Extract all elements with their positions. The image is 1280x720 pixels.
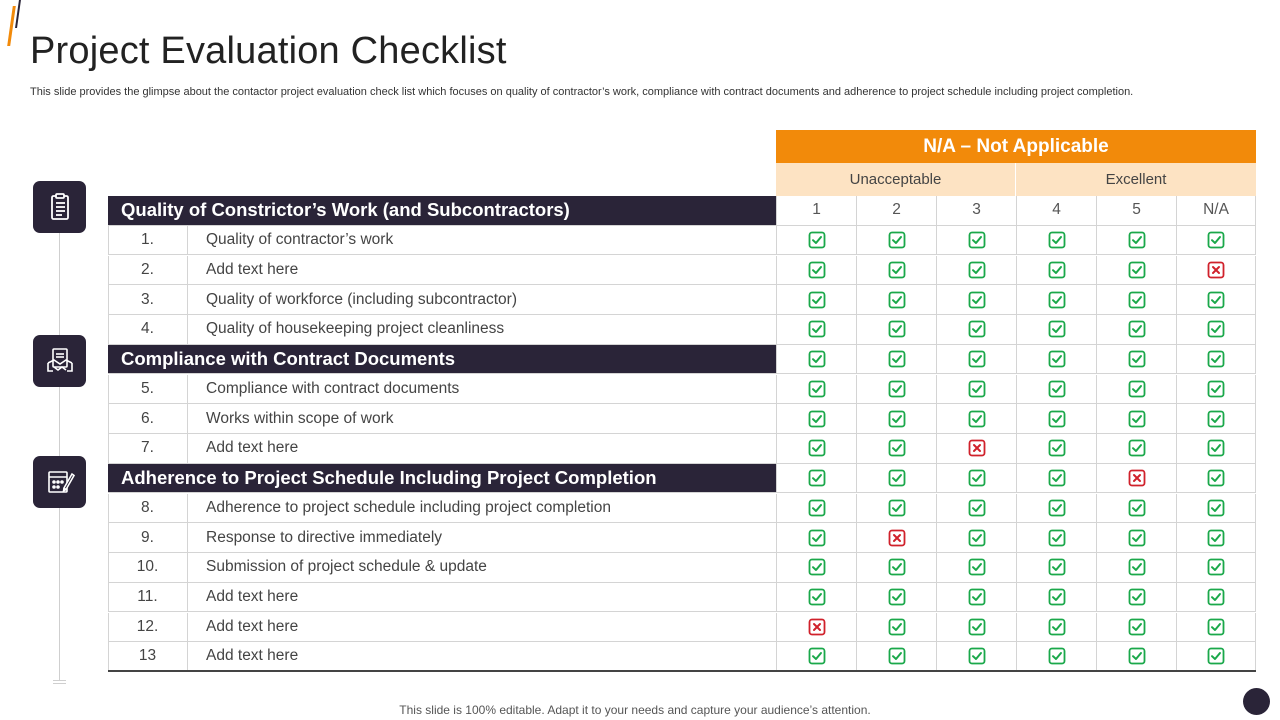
item-number: 13 (108, 642, 188, 670)
rating-cell (936, 553, 1016, 582)
checkbox-checked-icon (888, 469, 906, 487)
rating-cell (856, 345, 936, 374)
timeline-line (59, 205, 60, 680)
checkbox-checked-icon (808, 439, 826, 457)
checkbox-checked-icon (1207, 588, 1225, 606)
rating-cell (1096, 494, 1176, 523)
item-label: Add text here (206, 647, 299, 665)
checkbox-checked-icon (1048, 350, 1066, 368)
item-number: 6. (108, 404, 188, 433)
checkbox-checked-icon (1128, 261, 1146, 279)
checkbox-checked-icon (1048, 529, 1066, 547)
checkbox-checked-icon (1048, 261, 1066, 279)
checkbox-checked-icon (1048, 291, 1066, 309)
item-number: 10. (108, 553, 188, 582)
rating-cell (776, 285, 856, 314)
checkbox-checked-icon (1207, 291, 1225, 309)
rating-cell (936, 256, 1016, 285)
rating-cell (1176, 553, 1256, 582)
rating-cell (776, 494, 856, 523)
checkbox-checked-icon (808, 291, 826, 309)
rating-cell (1096, 434, 1176, 463)
checkbox-checked-icon (1207, 439, 1225, 457)
accent-bar-dark (15, 0, 21, 28)
checkbox-checked-icon (1128, 618, 1146, 636)
checkbox-checked-icon (888, 618, 906, 636)
checkbox-crossed-icon (1207, 261, 1225, 279)
checkbox-checked-icon (808, 588, 826, 606)
timeline-end-mark (53, 680, 66, 681)
item-number: 8. (108, 494, 188, 523)
rating-cell (936, 285, 1016, 314)
rating-column-header (1176, 196, 1256, 225)
checkbox-checked-icon (1048, 469, 1066, 487)
rating-cell (1016, 404, 1096, 433)
rating-cell (1096, 375, 1176, 404)
checkbox-crossed-icon (1128, 469, 1146, 487)
checkbox-checked-icon (1207, 320, 1225, 338)
rating-cell (776, 613, 856, 642)
rating-cell (1096, 613, 1176, 642)
rating-cell (1016, 315, 1096, 344)
checkbox-checked-icon (808, 529, 826, 547)
item-number: 12. (108, 613, 188, 642)
section-header-row (108, 464, 1256, 494)
rating-cell (1096, 464, 1176, 493)
table-row (108, 553, 1256, 583)
rating-cell (1016, 464, 1096, 493)
rating-cell (776, 226, 856, 255)
rating-cell (936, 345, 1016, 374)
checkbox-checked-icon (1207, 647, 1225, 665)
rating-cell (1176, 375, 1256, 404)
rating-cell (1016, 613, 1096, 642)
checkbox-checked-icon (1128, 439, 1146, 457)
table-row (108, 404, 1256, 434)
rating-cell (856, 285, 936, 314)
checkbox-checked-icon (808, 380, 826, 398)
table-row (108, 375, 1256, 405)
checkbox-checked-icon (968, 380, 986, 398)
checkbox-checked-icon (888, 439, 906, 457)
rating-cell (1176, 583, 1256, 612)
checkbox-checked-icon (1128, 647, 1146, 665)
na-header: N/A – Not Applicable (776, 130, 1256, 163)
rating-column-number: 3 (972, 201, 981, 219)
item-label: Add text here (206, 439, 299, 457)
section-header-row (108, 345, 1256, 375)
rating-cell (936, 613, 1016, 642)
checkbox-checked-icon (968, 618, 986, 636)
checkbox-checked-icon (888, 499, 906, 517)
group-header-excellent: Excellent (1016, 163, 1256, 196)
rating-cell (776, 315, 856, 344)
section-title: Compliance with Contract Documents (108, 345, 776, 374)
item-label: Add text here (206, 260, 299, 278)
item-number: 11. (108, 583, 188, 612)
item-label: Quality of housekeeping project cleanliness (206, 320, 505, 338)
checkbox-checked-icon (808, 499, 826, 517)
footer-note: This slide is 100% editable. Adapt it to your needs and capture your audience’s attention. (399, 703, 871, 717)
item-label: Add text here (206, 588, 299, 606)
table-row (108, 256, 1256, 286)
checkbox-checked-icon (1048, 499, 1066, 517)
checkbox-checked-icon (1048, 231, 1066, 249)
rating-cell (936, 375, 1016, 404)
checkbox-checked-icon (968, 588, 986, 606)
rating-cell (856, 434, 936, 463)
rating-cell (1016, 256, 1096, 285)
rating-cell (1096, 345, 1176, 374)
rating-cell (1096, 553, 1176, 582)
rating-cell (1176, 226, 1256, 255)
checkbox-checked-icon (1048, 439, 1066, 457)
section-title: Adherence to Project Schedule Including Project Completion (108, 464, 776, 493)
checkbox-checked-icon (1207, 350, 1225, 368)
rating-cell (1176, 464, 1256, 493)
rating-cell (1016, 494, 1096, 523)
rating-cell (1176, 523, 1256, 552)
rating-column-header (1016, 196, 1096, 225)
rating-cell (936, 494, 1016, 523)
checkbox-checked-icon (1207, 529, 1225, 547)
rating-column-number: N/A (1203, 201, 1229, 219)
rating-cell (936, 404, 1016, 433)
checkbox-checked-icon (968, 261, 986, 279)
item-label: Add text here (206, 617, 299, 635)
rating-cell (776, 583, 856, 612)
checkbox-checked-icon (1048, 618, 1066, 636)
rating-cell (1016, 583, 1096, 612)
checkbox-checked-icon (888, 231, 906, 249)
rating-cell (776, 523, 856, 552)
rating-cell (936, 434, 1016, 463)
rating-cell (856, 375, 936, 404)
checkbox-checked-icon (1207, 410, 1225, 428)
item-number: 2. (108, 256, 188, 285)
checkbox-checked-icon (1048, 380, 1066, 398)
rating-cell (1176, 613, 1256, 642)
rating-cell (1176, 494, 1256, 523)
rating-cell (1176, 345, 1256, 374)
rating-cell (776, 553, 856, 582)
checkbox-checked-icon (968, 410, 986, 428)
rating-cell (1016, 226, 1096, 255)
checkbox-checked-icon (808, 231, 826, 249)
item-label: Submission of project schedule & update (206, 558, 487, 576)
rating-column-number: 1 (812, 201, 821, 219)
checkbox-checked-icon (888, 261, 906, 279)
checkbox-checked-icon (808, 350, 826, 368)
schedule-document-icon (33, 456, 86, 508)
checkbox-checked-icon (1207, 231, 1225, 249)
item-number: 3. (108, 285, 188, 314)
rating-cell (856, 494, 936, 523)
rating-cell (1016, 345, 1096, 374)
checkbox-checked-icon (1048, 647, 1066, 665)
item-label: Works within scope of work (206, 409, 394, 427)
timeline-end-mark (53, 683, 66, 684)
rating-cell (1016, 553, 1096, 582)
rating-cell (856, 464, 936, 493)
checkbox-crossed-icon (888, 529, 906, 547)
checkbox-checked-icon (1048, 410, 1066, 428)
item-label: Adherence to project schedule including project completion (206, 498, 611, 516)
checkbox-checked-icon (968, 647, 986, 665)
rating-cell (936, 523, 1016, 552)
checkbox-checked-icon (888, 647, 906, 665)
checkbox-crossed-icon (968, 439, 986, 457)
checkbox-checked-icon (808, 469, 826, 487)
checkbox-checked-icon (1048, 558, 1066, 576)
checkbox-checked-icon (1207, 380, 1225, 398)
checkbox-checked-icon (1128, 231, 1146, 249)
checkbox-checked-icon (888, 380, 906, 398)
rating-cell (856, 226, 936, 255)
rating-cell (856, 404, 936, 433)
checkbox-checked-icon (808, 410, 826, 428)
item-number: 4. (108, 315, 188, 344)
page-title: Project Evaluation Checklist (30, 30, 507, 72)
section-title: Quality of Constrictor’s Work (and Subcontractors) (108, 196, 776, 225)
checkbox-checked-icon (968, 558, 986, 576)
rating-cell (936, 642, 1016, 670)
checkbox-checked-icon (888, 320, 906, 338)
table-row (108, 315, 1256, 345)
checkbox-checked-icon (1128, 291, 1146, 309)
rating-cell (1096, 523, 1176, 552)
checkbox-checked-icon (1128, 320, 1146, 338)
rating-cell (1096, 226, 1176, 255)
rating-cell (1176, 285, 1256, 314)
checkbox-checked-icon (968, 499, 986, 517)
rating-cell (1096, 315, 1176, 344)
item-number: 1. (108, 226, 188, 255)
checkbox-checked-icon (968, 469, 986, 487)
checkbox-checked-icon (1128, 380, 1146, 398)
checkbox-checked-icon (808, 261, 826, 279)
clipboard-icon (33, 181, 86, 233)
checkbox-checked-icon (1207, 499, 1225, 517)
rating-cell (1016, 642, 1096, 670)
rating-cell (1176, 642, 1256, 670)
checkbox-checked-icon (888, 291, 906, 309)
checkbox-checked-icon (1207, 618, 1225, 636)
checkbox-checked-icon (1207, 558, 1225, 576)
page-subtitle: This slide provides the glimpse about the contactor project evaluation check list which focuses on quality of contractor’s work, compliance with contract documents and adherence to project schedule including project completion. (30, 86, 1134, 98)
section-header-row (108, 196, 1256, 226)
table-row (108, 226, 1256, 256)
rating-cell (936, 464, 1016, 493)
checkbox-checked-icon (888, 350, 906, 368)
table-row (108, 523, 1256, 553)
checkbox-checked-icon (968, 231, 986, 249)
rating-cell (1096, 642, 1176, 670)
item-label: Compliance with contract documents (206, 379, 460, 397)
item-label: Quality of workforce (including subcontractor) (206, 290, 517, 308)
checkbox-checked-icon (1128, 558, 1146, 576)
item-number: 7. (108, 434, 188, 463)
rating-column-header (1096, 196, 1176, 225)
rating-cell (936, 583, 1016, 612)
checkbox-checked-icon (888, 588, 906, 606)
handshake-contract-icon (33, 335, 86, 387)
checkbox-checked-icon (968, 350, 986, 368)
checkbox-crossed-icon (808, 618, 826, 636)
item-label: Quality of contractor’s work (206, 231, 394, 249)
checkbox-checked-icon (968, 529, 986, 547)
rating-cell (1096, 285, 1176, 314)
rating-cell (776, 404, 856, 433)
rating-column-number: 4 (1052, 201, 1061, 219)
table-row (108, 494, 1256, 524)
checkbox-checked-icon (1128, 499, 1146, 517)
rating-column-header (776, 196, 856, 225)
rating-column-number: 2 (892, 201, 901, 219)
checkbox-checked-icon (1207, 469, 1225, 487)
checkbox-checked-icon (808, 647, 826, 665)
rating-cell (856, 523, 936, 552)
rating-column-header (856, 196, 936, 225)
table-row (108, 583, 1256, 613)
checkbox-checked-icon (1048, 588, 1066, 606)
rating-cell (776, 642, 856, 670)
group-header-unacceptable: Unacceptable (776, 163, 1016, 196)
rating-cell (856, 613, 936, 642)
checkbox-checked-icon (1128, 529, 1146, 547)
rating-cell (1016, 523, 1096, 552)
rating-cell (776, 256, 856, 285)
checkbox-checked-icon (1128, 350, 1146, 368)
rating-cell (1016, 434, 1096, 463)
checkbox-checked-icon (968, 320, 986, 338)
rating-column-number: 5 (1132, 201, 1141, 219)
checkbox-checked-icon (1048, 320, 1066, 338)
rating-cell (936, 226, 1016, 255)
rating-cell (1016, 285, 1096, 314)
rating-cell (776, 345, 856, 374)
rating-cell (936, 315, 1016, 344)
checkbox-checked-icon (808, 320, 826, 338)
item-number: 5. (108, 375, 188, 404)
checkbox-checked-icon (1128, 410, 1146, 428)
item-label: Response to directive immediately (206, 528, 443, 546)
rating-cell (1096, 583, 1176, 612)
rating-cell (1176, 256, 1256, 285)
rating-cell (1096, 404, 1176, 433)
rating-cell (1016, 375, 1096, 404)
rating-cell (856, 553, 936, 582)
rating-cell (856, 315, 936, 344)
rating-cell (1176, 315, 1256, 344)
rating-cell (776, 464, 856, 493)
rating-cell (1176, 434, 1256, 463)
table-row (108, 285, 1256, 315)
table-row (108, 613, 1256, 643)
rating-cell (776, 375, 856, 404)
table-row (108, 434, 1256, 464)
rating-cell (776, 434, 856, 463)
checkbox-checked-icon (968, 291, 986, 309)
checkbox-checked-icon (1128, 588, 1146, 606)
checkbox-checked-icon (808, 558, 826, 576)
rating-cell (856, 583, 936, 612)
rating-cell (1176, 404, 1256, 433)
rating-column-header (936, 196, 1016, 225)
rating-cell (856, 642, 936, 670)
item-number: 9. (108, 523, 188, 552)
rating-cell (1096, 256, 1176, 285)
checkbox-checked-icon (888, 558, 906, 576)
checkbox-checked-icon (888, 410, 906, 428)
rating-cell (856, 256, 936, 285)
table-row (108, 642, 1256, 672)
